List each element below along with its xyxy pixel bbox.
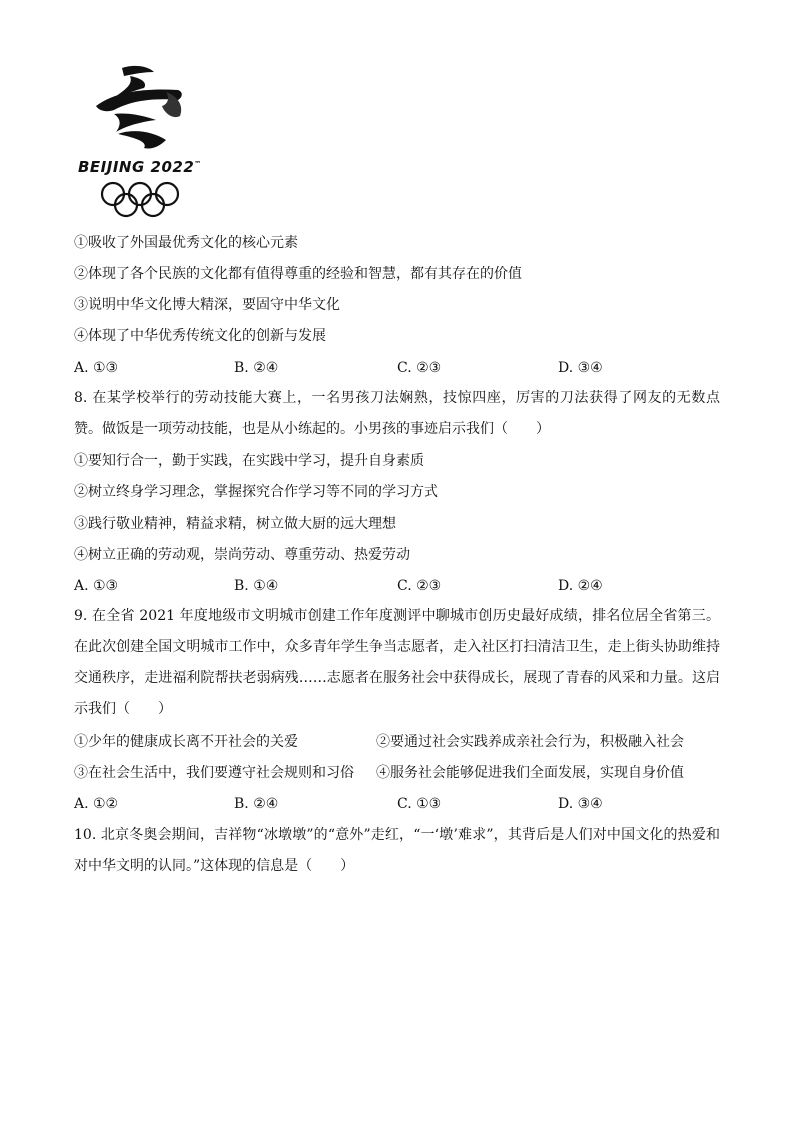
q9-item-4: ④服务社会能够促进我们全面发展，实现自身价值: [376, 765, 684, 781]
q8-stem: 8. 在某学校举行的劳动技能大赛上，一名男孩刀法娴熟，技惊四座，厉害的刀法获得了网友的无数点赞。做饭是一项劳动技能，也是从小练起的。小男孩的事迹启示我们（ ）: [74, 390, 720, 437]
emblem-wordmark: BEIJING 2022™: [78, 158, 202, 176]
q7-option-c: C. ②③: [397, 360, 442, 376]
q8-option-d: D. ②④: [558, 578, 603, 594]
q9-item-2: ②要通过社会实践养成亲社会行为，积极融入社会: [376, 734, 684, 750]
beijing-2022-emblem: [74, 62, 214, 222]
q8-item-4: ④树立正确的劳动观，崇尚劳动、尊重劳动、热爱劳动: [74, 547, 410, 563]
q8-option-a: A. ①③: [74, 578, 119, 594]
q8-item-1: ①要知行合一，勤于实践，在实践中学习，提升自身素质: [74, 453, 424, 469]
q9-option-a: A. ①②: [74, 796, 119, 812]
q7-option-a: A. ①③: [74, 360, 119, 376]
q8-item-2: ②树立终身学习理念，掌握探究合作学习等不同的学习方式: [74, 484, 438, 500]
q7-item-1: ①吸收了外国最优秀文化的核心元素: [74, 235, 298, 251]
q7-item-3: ③说明中华文化博大精深，要固守中华文化: [74, 297, 340, 313]
q8-option-c: C. ②③: [397, 578, 442, 594]
q9-item-1: ①少年的健康成长离不开社会的关爱: [74, 734, 298, 750]
q7-item-4: ④体现了中华优秀传统文化的创新与发展: [74, 328, 326, 344]
q9-item-3: ③在社会生活中，我们要遵守社会规则和习俗: [74, 765, 354, 781]
q9-option-d: D. ③④: [558, 796, 603, 812]
q10-stem: 10. 北京冬奥会期间，吉祥物“冰墩墩”的“意外”走红，“一‘墩’难求”，其背后是人们对中国文化的热爱和对中华文明的认同。”这体现的信息是（ ）: [74, 827, 720, 874]
q7-option-d: D. ③④: [558, 360, 603, 376]
q9-stem: 9. 在全省 2021 年度地级市文明城市创建工作年度测评中聊城市创历史最好成绩，排名位居全省第三。在此次创建全国文明城市工作中，众多青年学生争当志愿者，走入社区打扫清洁卫生，走上街头协助维持交通秩序，走进福利院帮扶老弱病残……志愿者在服务社会中获得成长，展现了青春的风采和力量。这启示我们（ ）: [74, 608, 720, 717]
q9-option-c: C. ①③: [397, 796, 442, 812]
q7-item-2: ②体现了各个民族的文化都有值得尊重的经验和智慧，都有其存在的价值: [74, 266, 522, 282]
q8-option-b: B. ①④: [234, 578, 279, 594]
q7-option-b: B. ②④: [234, 360, 279, 376]
emblem-brush-icon: [74, 62, 214, 158]
q9-option-b: B. ②④: [234, 796, 279, 812]
olympic-rings-icon: [98, 180, 182, 220]
q8-item-3: ③践行敬业精神，精益求精，树立做大厨的远大理想: [74, 516, 396, 532]
